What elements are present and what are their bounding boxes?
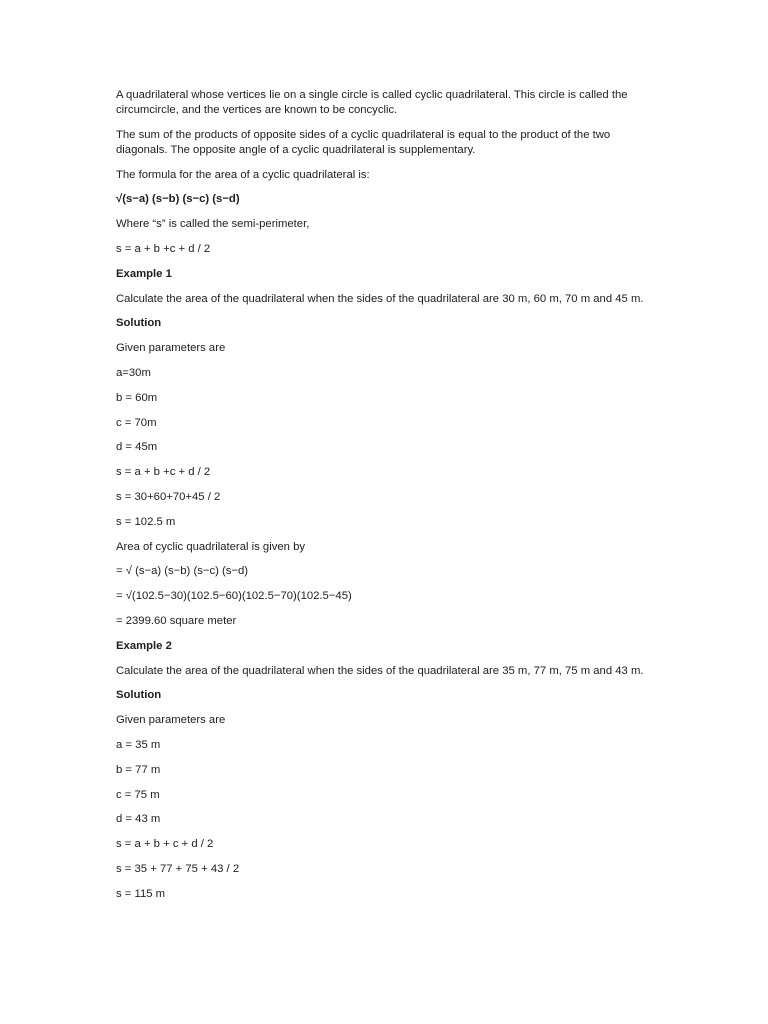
body-paragraph: d = 43 m: [116, 813, 161, 826]
body-paragraph: = 2399.60 square meter: [116, 614, 237, 627]
bold-heading-paragraph: Example 1: [116, 267, 172, 280]
body-paragraph: a = 35 m: [116, 738, 161, 751]
body-paragraph: The sum of the products of opposite sides of a cyclic quadrilateral is equal to the product of the two diagonals. The opposite angle of a cyclic quadrilateral is supplementary.: [116, 128, 614, 156]
body-paragraph: Where “s” is called the semi-perimeter,: [116, 218, 310, 231]
body-paragraph: a=30m: [116, 366, 151, 379]
body-paragraph: b = 77 m: [116, 763, 161, 776]
bold-heading-paragraph: Example 2: [116, 639, 172, 652]
body-paragraph: A quadrilateral whose vertices lie on a single circle is called cyclic quadrilateral. This circle is called the circumcircle, and the vertices are known to be concyclic.: [116, 89, 631, 116]
body-paragraph: Calculate the area of the quadrilateral when the sides of the quadrilateral are 35 m, 77 m, 75 m and 43 m.: [116, 664, 644, 677]
body-paragraph: s = a + b +c + d / 2: [116, 242, 211, 255]
body-paragraph: s = 35 + 77 + 75 + 43 / 2: [116, 862, 240, 875]
body-paragraph: Given parameters are: [116, 714, 226, 727]
body-paragraph: s = 102.5 m: [116, 515, 176, 528]
body-paragraph: d = 45m: [116, 441, 158, 454]
document-body: [116, 88, 656, 912]
body-paragraph: Calculate the area of the quadrilateral when the sides of the quadrilateral are 30 m, 60 m, 70 m and 45 m.: [116, 292, 644, 305]
body-paragraph: b = 60m: [116, 391, 158, 404]
body-paragraph: s = 115 m: [116, 887, 166, 900]
body-paragraph: The formula for the area of a cyclic quadrilateral is:: [116, 168, 370, 181]
body-paragraph: s = 30+60+70+45 / 2: [116, 490, 221, 503]
body-paragraph: s = a + b + c + d / 2: [116, 838, 214, 851]
body-paragraph: c = 70m: [116, 416, 157, 429]
bold-heading-paragraph: √(s−a) (s−b) (s−c) (s−d): [116, 193, 240, 206]
body-paragraph: Area of cyclic quadrilateral is given by: [116, 540, 305, 553]
body-paragraph: s = a + b +c + d / 2: [116, 466, 211, 479]
body-paragraph: = √ (s−a) (s−b) (s−c) (s−d): [116, 565, 249, 578]
bold-heading-paragraph: Solution: [116, 317, 162, 330]
bold-heading-paragraph: Solution: [116, 689, 162, 702]
body-paragraph: Given parameters are: [116, 342, 226, 355]
body-paragraph: c = 75 m: [116, 788, 160, 801]
body-paragraph: = √(102.5−30)(102.5−60)(102.5−70)(102.5−45): [116, 590, 352, 603]
